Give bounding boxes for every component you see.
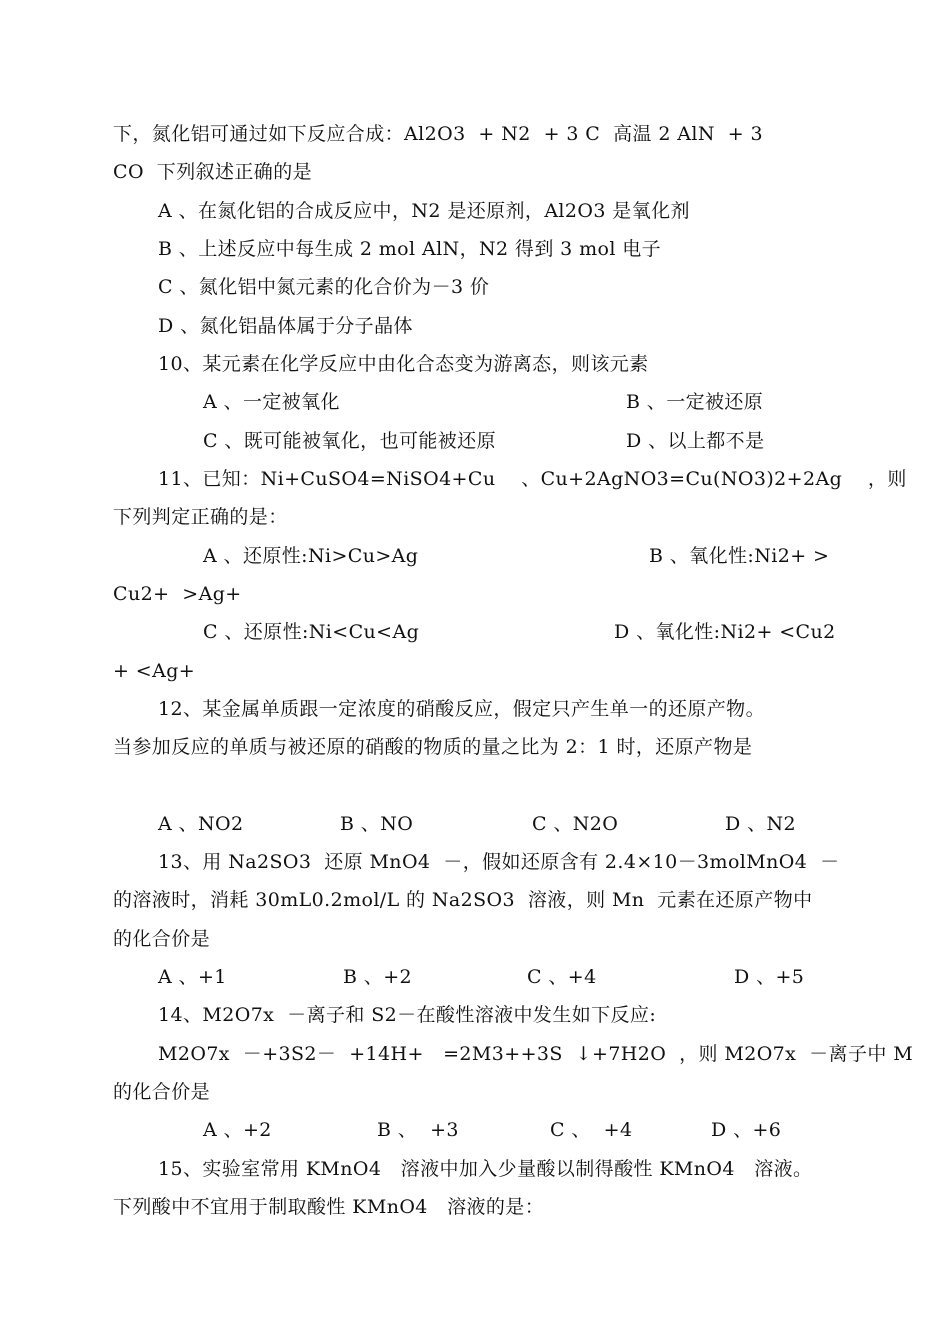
option-line: A 、在氮化铝的合成反应中，N2 是还原剂，Al2O3 是氧化剂 [158,200,690,222]
text-line: 的化合价是 [113,928,211,950]
option-line: A 、一定被氧化 [203,391,340,413]
text-line: 下列判定正确的是： [113,506,288,528]
option-line: B 、+2 [343,966,413,988]
option-line: C 、还原性:Ni<Cu<Ag [203,621,420,643]
question-line: 15、实验室常用 KMnO4 溶液中加入少量酸以制得酸性 KMnO4 溶液。 [158,1158,813,1180]
text-line: M2O7x －+3S2－ +14H+ =2M3++3S ↓+7H2O ，则 M2O7x －离子中 M [158,1043,914,1065]
text-line: 下列酸中不宜用于制取酸性 KMnO4 溶液的是： [113,1196,545,1218]
option-line: A 、还原性:Ni>Cu>Ag [203,545,419,567]
text-line: CO 下列叙述正确的是 [113,161,312,183]
option-line: B 、氧化性:Ni2+ > [649,545,830,567]
option-line: C 、氮化铝中氮元素的化合价为－3 价 [158,276,490,298]
option-line: D 、氧化性:Ni2+ <Cu2 [614,621,836,643]
option-line: C 、既可能被氧化，也可能被还原 [203,430,496,452]
option-line: D 、N2 [725,813,796,835]
option-line: D 、氮化铝晶体属于分子晶体 [158,315,413,337]
question-line: 13、用 Na2SO3 还原 MnO4 －，假如还原含有 2.4×10－3molMnO4 － [158,851,840,873]
option-line: C 、N2O [532,813,619,835]
option-line: A 、+2 [203,1119,272,1141]
text-line: 当参加反应的单质与被还原的硝酸的物质的量之比为 2：1 时，还原产物是 [113,736,753,758]
option-line: D 、+5 [734,966,805,988]
option-line: B 、上述反应中每生成 2 mol AlN，N2 得到 3 mol 电子 [158,238,662,260]
option-line: C 、+4 [527,966,597,988]
option-line: C 、 +4 [550,1119,633,1141]
option-line: A 、NO2 [158,813,244,835]
option-line: A 、+1 [158,966,227,988]
option-line: B 、NO [340,813,414,835]
text-line: 的溶液时，消耗 30mL0.2mol/L 的 Na2SO3 溶液，则 Mn 元素在还原产物中 [113,889,813,911]
text-line: + <Ag+ [113,660,196,682]
text-line: Cu2+ >Ag+ [113,583,242,605]
question-line: 11、已知：Ni+CuSO4=NiSO4+Cu 、Cu+2AgNO3=Cu(NO3)2+2Ag ，则 [158,468,907,490]
option-line: B 、 +3 [377,1119,459,1141]
question-line: 10、某元素在化学反应中由化合态变为游离态，则该元素 [158,353,649,375]
text-line: 下，氮化铝可通过如下反应合成：Al2O3 + N2 + 3 C 高温 2 AlN + 3 [113,123,764,145]
option-line: B 、一定被还原 [626,391,764,413]
question-line: 14、M2O7x －离子和 S2－在酸性溶液中发生如下反应: [158,1004,657,1026]
question-line: 12、某金属单质跟一定浓度的硝酸反应，假定只产生单一的还原产物。 [158,698,765,720]
text-line: 的化合价是 [113,1081,211,1103]
option-line: D 、+6 [711,1119,782,1141]
option-line: D 、以上都不是 [626,430,765,452]
